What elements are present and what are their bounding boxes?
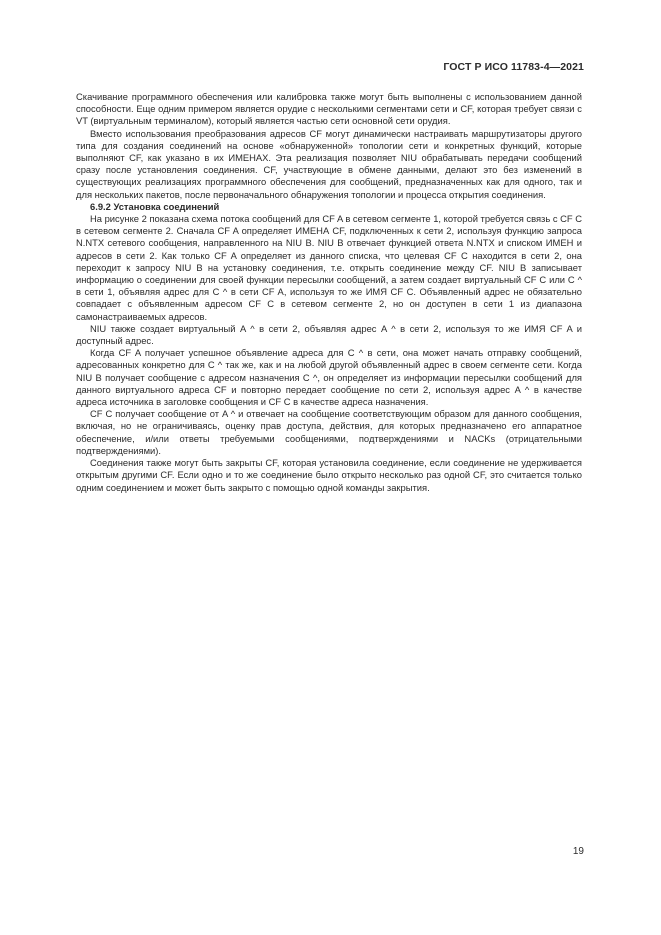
paragraph: Соединения также могут быть закрыты CF, которая установила соединение, если соединение не удерживается открытым другими CF. Если одно и то же соединение было открыто несколько раз одной CF, это считается только одним соединением и может быть закрыто с помощью одной команды закрытия. [76,457,582,493]
paragraph: Вместо использования преобразования адресов CF могут динамически настраивать маршрутизаторы другого типа для создания соединений на основе «обнаруженной» топологии сети и конкретных функций, которые выполняют CF, как указано в их ИМЕНАХ. Эта реализация позволяет NIU обрабатывать передачи сообщений сразу после установления соединения. CF, участвующие в обмене данными, делают это без изменений в существующих реализациях программного обеспечения для сообщений, предназначенных как для одного, так и для нескольких пакетов, после первоначального обнаружения топологии и процесса открытия соединения. [76,127,582,200]
standard-header: ГОСТ Р ИСО 11783-4—2021 [443,61,584,73]
paragraph: NIU также создает виртуальный A ^ в сети 2, объявляя адрес A ^ в сети 2, используя то же ИМЯ CF A и доступный адрес. [76,322,582,347]
paragraph: Скачивание программного обеспечения или калибровка также могут быть выполнены с использованием данной способности. Еще одним примером является орудие с несколькими сегментами сети и CF, которая требует связи с VT (виртуальным терминалом), который является частью сети основной сети орудия. [76,91,582,127]
section-heading: 6.9.2 Установка соединений [90,200,220,212]
paragraph: CF C получает сообщение от A ^ и отвечает на сообщение соответствующим образом для данного сообщения, включая, но не ограничиваясь, оценку прав доступа, действия, для которых предназначено его аппаратное обеспечение, и/или ответы требуемыми сообщениями, подтверждениями и NACKs (отрицательными подтверждениями). [76,408,582,456]
paragraph: На рисунке 2 показана схема потока сообщений для CF A в сетевом сегменте 1, которой требуется связь с CF C в сетевом сегменте 2. Сначала CF A определяет ИМЕНА CF, подключенных к сети 2, используя функцию запроса N.NTX сетевого сообщения, направленного на NIU B. NIU B отвечает функцией ответа N.NTX и списком ИМЕН и адресов в сети 2. Как только CF A определяет из данного списка, что целевая CF C находится в сети 2, она переходит к запросу NIU B на установку соединения, т.е. открыть соединение между CF. NIU B записывает информацию о соединении для своей функции пересылки сообщений, а затем создает виртуальный CF C или C ^ в сети 1, объявляя адрес для C ^ в сети CF A, используя то же ИМЯ CF C. Объявленный адрес не обязательно совпадает с объявленным адресом CF C в сетевом сегменте 2, но он доступен в сети 1 из диапазона самонастраиваемых адресов. [76,213,582,322]
body-text [76,91,582,494]
paragraph: Когда CF A получает успешное объявление адреса для C ^ в сети, она может начать отправку сообщений, адресованных конкретно для C ^ так же, как и на любой другой объявленный адрес в своем сегменте сети. Когда NIU B получает сообщение с адресом назначения C ^, он определяет из информации пересылки сообщений для данного виртуального адреса CF и повторно передает сообщение по сети 2, используя адрес A ^ в качестве адреса источника в заголовке сообщения и CF C в качестве адреса назначения. [76,347,582,408]
page-number: 19 [572,846,584,857]
